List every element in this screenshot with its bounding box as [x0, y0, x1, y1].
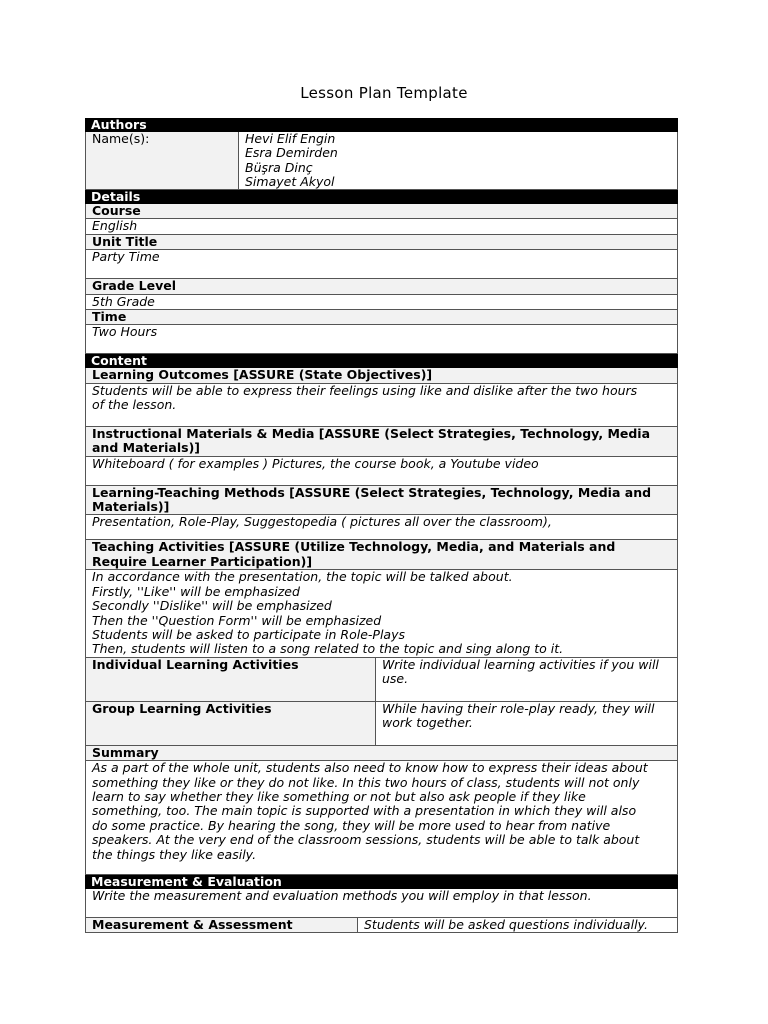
authors-header: Authors	[85, 118, 678, 132]
page-title: Lesson Plan Template	[300, 84, 468, 102]
measurement-header: Measurement & Evaluation	[85, 875, 678, 889]
text-line: the things they like easily.	[92, 846, 257, 862]
text-line: Learning-Teaching Methods [ASSURE (Select Strategies, Technology, Media and	[92, 484, 652, 500]
text-line: something they like or they do not like. In this two hours of class, students will not only	[92, 774, 640, 790]
group-activities-value	[376, 702, 677, 745]
text-line: Write individual learning activities if you will	[382, 656, 659, 672]
author-names	[239, 132, 677, 189]
authors-row	[85, 132, 678, 190]
text-line: Secondly ''Dislike'' will be emphasized	[92, 598, 332, 614]
learning-outcomes-label: Learning Outcomes [ASSURE (State Objectives)]	[85, 368, 678, 383]
text-line: Require Learner Participation)]	[92, 553, 313, 569]
time-value: Two Hours	[85, 325, 678, 354]
grade-level-value: 5th Grade	[85, 295, 678, 310]
text-line: Then, students will listen to a song related to the topic and sing along to it.	[92, 641, 564, 657]
text-line: of the lesson.	[92, 397, 177, 413]
names-label: Name(s):	[86, 132, 239, 189]
individual-activities-row	[85, 658, 678, 702]
text-line: Instructional Materials & Media [ASSURE (Select Strategies, Technology, Media	[92, 425, 651, 441]
assessment-value: Students will be asked questions individually.	[364, 917, 648, 933]
teaching-activities-label	[85, 540, 678, 570]
text-line: learn to say whether they like something or not but also ask people if they like	[92, 788, 586, 804]
text-line: In accordance with the presentation, the topic will be talked about.	[92, 569, 513, 585]
text-line: Students will be asked to participate in Role-Plays	[92, 626, 406, 642]
author-name: Hevi Elif Engin	[245, 131, 336, 146]
text-line: Materials)]	[92, 499, 170, 515]
text-line: and Materials)]	[92, 440, 200, 456]
text-line: Teaching Activities [ASSURE (Utilize Technology, Media, and Materials and	[92, 539, 616, 555]
individual-activities-value	[376, 658, 677, 701]
materials-value: Whiteboard ( for examples ) Pictures, the course book, a Youtube video	[85, 457, 678, 486]
individual-activities-label: Individual Learning Activities	[86, 658, 376, 701]
text-line: use.	[382, 671, 409, 687]
unit-title-label: Unit Title	[85, 235, 678, 250]
assessment-row	[85, 918, 678, 933]
author-name: Esra Demirden	[245, 145, 338, 161]
content-header: Content	[85, 354, 678, 368]
text-line: Firstly, ''Like'' will be emphasized	[92, 583, 300, 599]
author-name: Büşra Dinç	[245, 159, 313, 175]
text-line: work together.	[382, 715, 473, 731]
methods-value: Presentation, Role-Play, Suggestopedia ( pictures all over the classroom),	[85, 515, 678, 540]
text-line: do some practice. By hearing the song, they will be more used to hear from native	[92, 817, 611, 833]
text-line: Students will be able to express their feelings using like and dislike after the two hours	[92, 382, 638, 398]
methods-label	[85, 486, 678, 516]
grade-level-label: Grade Level	[85, 279, 678, 294]
measurement-instructions: Write the measurement and evaluation methods you will employ in that lesson.	[85, 889, 678, 918]
text-line: While having their role-play ready, they will	[382, 700, 655, 716]
course-value: English	[85, 219, 678, 234]
text-line: As a part of the whole unit, students also need to know how to express their ideas about	[92, 760, 648, 776]
group-activities-row	[85, 702, 678, 746]
teaching-activities-value	[85, 570, 678, 657]
unit-title-value: Party Time	[85, 250, 678, 279]
group-activities-label: Group Learning Activities	[86, 702, 376, 745]
summary-label: Summary	[85, 746, 678, 761]
text-line: something, too. The main topic is supported with a presentation in which they will also	[92, 803, 637, 819]
lesson-plan-table	[85, 118, 678, 933]
assessment-label: Measurement & Assessment	[86, 918, 358, 932]
summary-value	[85, 761, 678, 875]
details-header: Details	[85, 190, 678, 204]
time-label: Time	[85, 310, 678, 325]
learning-outcomes-value	[85, 384, 678, 427]
course-label: Course	[85, 204, 678, 219]
text-line: Then the ''Question Form'' will be emphasized	[92, 612, 382, 628]
materials-label	[85, 427, 678, 457]
text-line: speakers. At the very end of the classroom sessions, students will be able to talk about	[92, 832, 640, 848]
author-name: Simayet Akyol	[245, 174, 335, 190]
